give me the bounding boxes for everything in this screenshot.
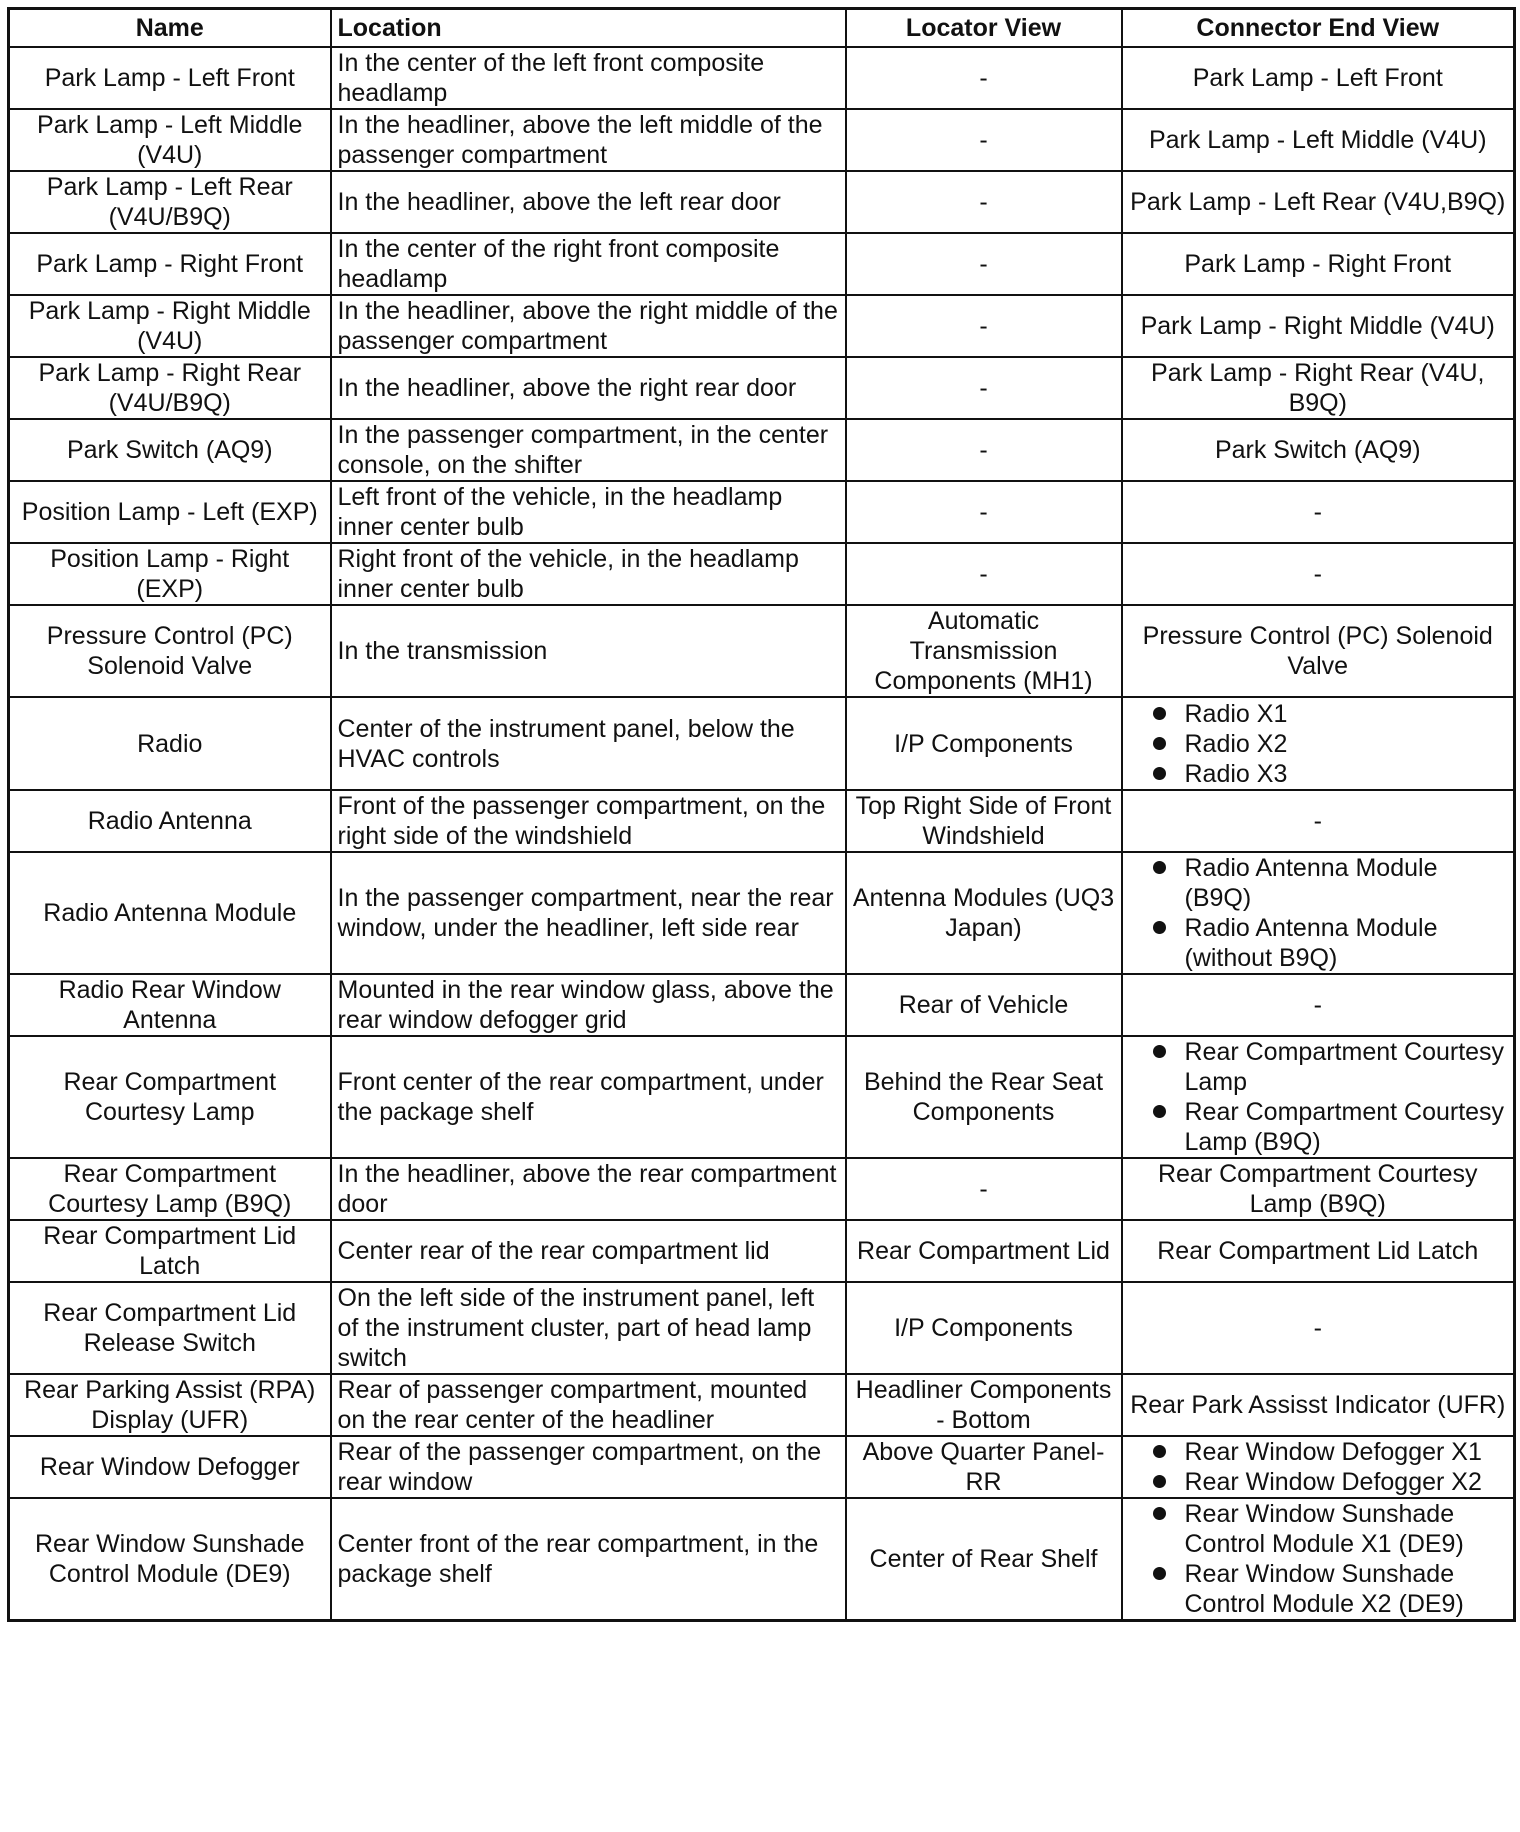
cell-connector-end-view: Park Lamp - Right Front <box>1122 233 1515 295</box>
connector-list-item: Radio X2 <box>1153 729 1508 759</box>
cell-name: Radio <box>9 697 331 790</box>
cell-locator-view: - <box>846 481 1122 543</box>
connector-list-item: Radio Antenna Module (without B9Q) <box>1153 913 1508 973</box>
table-row <box>9 1282 1515 1374</box>
table-row <box>9 1158 1515 1220</box>
table-row <box>9 419 1515 481</box>
connector-list <box>1129 699 1508 789</box>
cell-connector-end-view: - <box>1122 543 1515 605</box>
cell-connector-end-view: Park Switch (AQ9) <box>1122 419 1515 481</box>
table-row <box>9 1374 1515 1436</box>
cell-connector-end-view <box>1122 852 1515 974</box>
connector-list <box>1129 1499 1508 1619</box>
cell-connector-end-view <box>1122 1498 1515 1621</box>
connector-list-item: Rear Window Defogger X1 <box>1153 1437 1508 1467</box>
header-connector-end-view: Connector End View <box>1122 9 1515 48</box>
cell-name: Park Lamp - Left Middle (V4U) <box>9 109 331 171</box>
connector-list <box>1129 1437 1508 1497</box>
component-locator-table <box>7 7 1516 1622</box>
connector-list-item: Radio Antenna Module (B9Q) <box>1153 853 1508 913</box>
cell-locator-view: Above Quarter Panel-RR <box>846 1436 1122 1498</box>
cell-connector-end-view: Park Lamp - Left Rear (V4U,B9Q) <box>1122 171 1515 233</box>
cell-name: Park Lamp - Left Rear (V4U/B9Q) <box>9 171 331 233</box>
connector-list <box>1129 1037 1508 1157</box>
cell-connector-end-view: Park Lamp - Left Front <box>1122 47 1515 109</box>
cell-name: Radio Antenna <box>9 790 331 852</box>
cell-location: Left front of the vehicle, in the headlamp inner center bulb <box>331 481 846 543</box>
cell-connector-end-view: - <box>1122 790 1515 852</box>
connector-list-item: Rear Window Sunshade Control Module X2 (DE9) <box>1153 1559 1508 1619</box>
header-name: Name <box>9 9 331 48</box>
header-row <box>9 9 1515 48</box>
cell-locator-view: - <box>846 47 1122 109</box>
cell-name: Rear Compartment Lid Release Switch <box>9 1282 331 1374</box>
cell-name: Park Lamp - Right Front <box>9 233 331 295</box>
cell-connector-end-view: - <box>1122 481 1515 543</box>
connector-list-item: Rear Window Defogger X2 <box>1153 1467 1508 1497</box>
cell-location: In the headliner, above the rear compartment door <box>331 1158 846 1220</box>
table-row <box>9 605 1515 697</box>
cell-location: In the headliner, above the right rear door <box>331 357 846 419</box>
cell-locator-view: - <box>846 1158 1122 1220</box>
cell-location: Front center of the rear compartment, under the package shelf <box>331 1036 846 1158</box>
cell-connector-end-view <box>1122 1036 1515 1158</box>
connector-list-item: Radio X3 <box>1153 759 1508 789</box>
cell-name: Radio Antenna Module <box>9 852 331 974</box>
cell-connector-end-view: - <box>1122 1282 1515 1374</box>
cell-locator-view: Headliner Components - Bottom <box>846 1374 1122 1436</box>
cell-locator-view: - <box>846 357 1122 419</box>
table-row <box>9 109 1515 171</box>
table-row <box>9 852 1515 974</box>
cell-name: Rear Parking Assist (RPA) Display (UFR) <box>9 1374 331 1436</box>
cell-name: Radio Rear Window Antenna <box>9 974 331 1036</box>
cell-connector-end-view <box>1122 697 1515 790</box>
cell-locator-view: Center of Rear Shelf <box>846 1498 1122 1621</box>
cell-location: In the passenger compartment, in the center console, on the shifter <box>331 419 846 481</box>
cell-locator-view: Antenna Modules (UQ3 Japan) <box>846 852 1122 974</box>
table-row <box>9 974 1515 1036</box>
table-row <box>9 1036 1515 1158</box>
cell-locator-view: - <box>846 171 1122 233</box>
table-row <box>9 171 1515 233</box>
table-row <box>9 47 1515 109</box>
cell-name: Park Switch (AQ9) <box>9 419 331 481</box>
cell-name: Position Lamp - Left (EXP) <box>9 481 331 543</box>
cell-location: Right front of the vehicle, in the headlamp inner center bulb <box>331 543 846 605</box>
cell-locator-view: - <box>846 109 1122 171</box>
cell-connector-end-view: Park Lamp - Right Rear (V4U, B9Q) <box>1122 357 1515 419</box>
cell-name: Rear Window Defogger <box>9 1436 331 1498</box>
cell-locator-view: - <box>846 295 1122 357</box>
cell-location: Front of the passenger compartment, on the right side of the windshield <box>331 790 846 852</box>
table-row <box>9 481 1515 543</box>
cell-connector-end-view: Park Lamp - Right Middle (V4U) <box>1122 295 1515 357</box>
cell-name: Rear Compartment Courtesy Lamp (B9Q) <box>9 1158 331 1220</box>
table-row <box>9 1498 1515 1621</box>
cell-locator-view: - <box>846 233 1122 295</box>
connector-list-item: Radio X1 <box>1153 699 1508 729</box>
cell-locator-view: I/P Components <box>846 1282 1122 1374</box>
connector-list-item: Rear Window Sunshade Control Module X1 (DE9) <box>1153 1499 1508 1559</box>
table-row <box>9 1436 1515 1498</box>
cell-location: Center front of the rear compartment, in the package shelf <box>331 1498 846 1621</box>
cell-location: In the headliner, above the right middle of the passenger compartment <box>331 295 846 357</box>
cell-location: In the headliner, above the left middle of the passenger compartment <box>331 109 846 171</box>
cell-location: Rear of the passenger compartment, on the rear window <box>331 1436 846 1498</box>
cell-locator-view: Behind the Rear Seat Components <box>846 1036 1122 1158</box>
connector-list-item: Rear Compartment Courtesy Lamp (B9Q) <box>1153 1097 1508 1157</box>
table-row <box>9 233 1515 295</box>
table-row <box>9 790 1515 852</box>
cell-name: Rear Compartment Courtesy Lamp <box>9 1036 331 1158</box>
cell-name: Park Lamp - Right Middle (V4U) <box>9 295 331 357</box>
cell-name: Rear Window Sunshade Control Module (DE9) <box>9 1498 331 1621</box>
cell-connector-end-view: - <box>1122 974 1515 1036</box>
cell-locator-view: I/P Components <box>846 697 1122 790</box>
header-locator-view: Locator View <box>846 9 1122 48</box>
cell-locator-view: Automatic Transmission Components (MH1) <box>846 605 1122 697</box>
cell-location: Center of the instrument panel, below the HVAC controls <box>331 697 846 790</box>
cell-name: Park Lamp - Right Rear (V4U/B9Q) <box>9 357 331 419</box>
table-row <box>9 543 1515 605</box>
connector-list-item: Rear Compartment Courtesy Lamp <box>1153 1037 1508 1097</box>
table-body <box>9 47 1515 1621</box>
cell-locator-view: Rear Compartment Lid <box>846 1220 1122 1282</box>
cell-locator-view: - <box>846 543 1122 605</box>
table-row <box>9 1220 1515 1282</box>
cell-connector-end-view: Rear Park Assisst Indicator (UFR) <box>1122 1374 1515 1436</box>
table-row <box>9 357 1515 419</box>
cell-name: Pressure Control (PC) Solenoid Valve <box>9 605 331 697</box>
cell-locator-view: - <box>846 419 1122 481</box>
cell-location: In the center of the left front composite headlamp <box>331 47 846 109</box>
cell-locator-view: Top Right Side of Front Windshield <box>846 790 1122 852</box>
cell-name: Park Lamp - Left Front <box>9 47 331 109</box>
cell-location: Mounted in the rear window glass, above the rear window defogger grid <box>331 974 846 1036</box>
cell-name: Position Lamp - Right (EXP) <box>9 543 331 605</box>
cell-location: In the headliner, above the left rear door <box>331 171 846 233</box>
cell-location: On the left side of the instrument panel, left of the instrument cluster, part of head lamp switch <box>331 1282 846 1374</box>
connector-list <box>1129 853 1508 973</box>
cell-connector-end-view <box>1122 1436 1515 1498</box>
cell-location: Rear of passenger compartment, mounted on the rear center of the headliner <box>331 1374 846 1436</box>
cell-connector-end-view: Rear Compartment Lid Latch <box>1122 1220 1515 1282</box>
cell-connector-end-view: Pressure Control (PC) Solenoid Valve <box>1122 605 1515 697</box>
cell-name: Rear Compartment Lid Latch <box>9 1220 331 1282</box>
cell-connector-end-view: Rear Compartment Courtesy Lamp (B9Q) <box>1122 1158 1515 1220</box>
table-row <box>9 697 1515 790</box>
cell-location: In the center of the right front composite headlamp <box>331 233 846 295</box>
cell-locator-view: Rear of Vehicle <box>846 974 1122 1036</box>
cell-location: In the transmission <box>331 605 846 697</box>
cell-connector-end-view: Park Lamp - Left Middle (V4U) <box>1122 109 1515 171</box>
header-location: Location <box>331 9 846 48</box>
cell-location: In the passenger compartment, near the rear window, under the headliner, left side rear <box>331 852 846 974</box>
cell-location: Center rear of the rear compartment lid <box>331 1220 846 1282</box>
table-row <box>9 295 1515 357</box>
